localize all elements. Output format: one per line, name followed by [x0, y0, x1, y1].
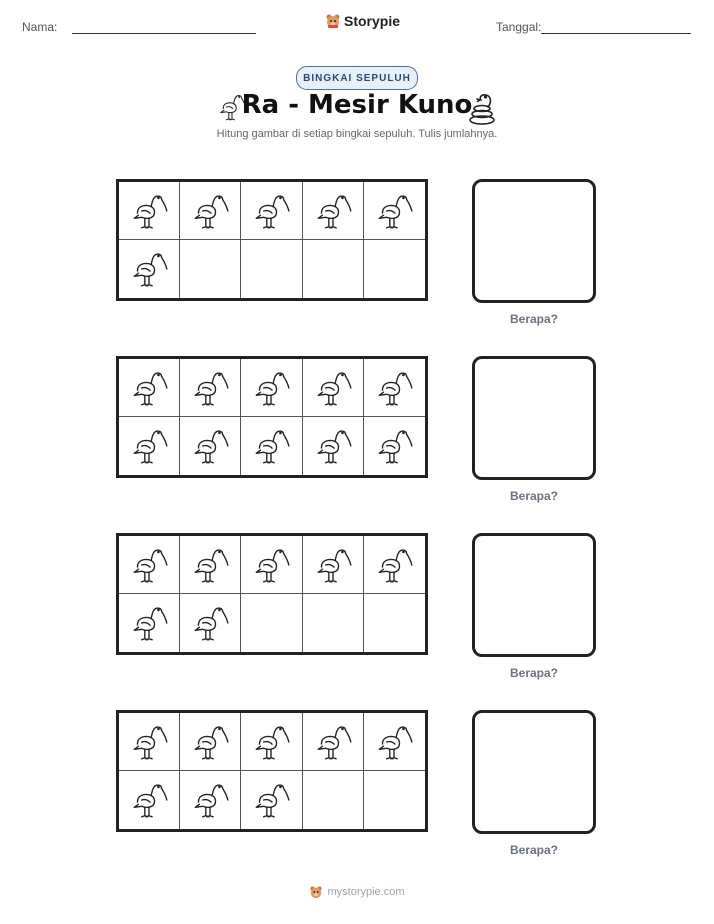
ibis-icon: [250, 424, 292, 468]
ten-frame-cell: [119, 417, 180, 475]
answer-box[interactable]: [472, 710, 596, 834]
ten-frame-cell: [303, 359, 364, 417]
instructions: Hitung gambar di setiap bingkai sepuluh. Tulis jumlahnya.: [216, 128, 498, 140]
ibis-icon: [373, 543, 415, 587]
ten-frame-cell: [364, 594, 425, 652]
ibis-icon: [128, 189, 170, 233]
ibis-icon: [250, 778, 292, 822]
ten-frame-cell: [364, 417, 425, 475]
ibis-icon: [128, 247, 170, 291]
name-field[interactable]: [72, 33, 256, 34]
ten-frame-cell: [241, 713, 302, 771]
date-label: Tanggal:: [496, 20, 542, 34]
answer-prompt: Berapa?: [509, 312, 559, 326]
answer-prompt: Berapa?: [509, 843, 559, 857]
ibis-icon: [373, 189, 415, 233]
ibis-icon: [189, 601, 231, 645]
ten-frame-cell: [180, 359, 241, 417]
ten-frame-cell: [241, 359, 302, 417]
worksheet-type-badge: BINGKAI SEPULUH: [296, 66, 418, 90]
ten-frame-cell: [241, 594, 302, 652]
ten-frame: [116, 533, 428, 655]
ten-frame-cell: [180, 240, 241, 298]
ibis-icon: [312, 189, 354, 233]
ten-frame-cell: [364, 771, 425, 829]
ibis-icon: [128, 424, 170, 468]
ibis-icon: [312, 424, 354, 468]
ibis-icon: [250, 543, 292, 587]
ibis-icon: [373, 366, 415, 410]
ten-frame-cell: [364, 536, 425, 594]
ten-frame-cell: [180, 182, 241, 240]
ibis-icon: [312, 720, 354, 764]
ten-frame-cell: [303, 240, 364, 298]
ibis-icon: [128, 543, 170, 587]
ten-frame-cell: [303, 594, 364, 652]
ten-frame-cell: [241, 771, 302, 829]
ten-frame-cell: [119, 359, 180, 417]
ten-frame-cell: [241, 182, 302, 240]
brand-name: Storypie: [344, 13, 401, 29]
ibis-icon: [128, 720, 170, 764]
ten-frame-cell: [303, 182, 364, 240]
ibis-icon: [128, 601, 170, 645]
ten-frame-cell: [119, 771, 180, 829]
ten-frame-cell: [119, 713, 180, 771]
bear-logo-icon: [309, 885, 323, 899]
ten-frame: [116, 356, 428, 478]
answer-prompt: Berapa?: [509, 489, 559, 503]
ten-frame-cell: [119, 182, 180, 240]
ibis-icon: [373, 720, 415, 764]
ten-frame-cell: [180, 536, 241, 594]
ibis-icon: [250, 720, 292, 764]
ten-frame: [116, 710, 428, 832]
ibis-icon: [189, 424, 231, 468]
date-field[interactable]: [541, 33, 691, 34]
brand-logo: [325, 13, 400, 29]
ibis-icon: [250, 189, 292, 233]
snake-icon: [466, 90, 498, 126]
ten-frame-cell: [119, 594, 180, 652]
answer-box[interactable]: [472, 533, 596, 657]
ten-frame-cell: [241, 240, 302, 298]
answer-box[interactable]: [472, 179, 596, 303]
ibis-icon: [189, 366, 231, 410]
ibis-icon: [373, 424, 415, 468]
name-label: Nama:: [22, 20, 58, 34]
ibis-icon: [189, 189, 231, 233]
page-title: Ra - Mesir Kuno: [241, 90, 473, 120]
ten-frame-cell: [241, 536, 302, 594]
answer-prompt: Berapa?: [509, 666, 559, 680]
ten-frame-cell: [303, 771, 364, 829]
ten-frame-cell: [180, 713, 241, 771]
ten-frame: [116, 179, 428, 301]
ibis-icon: [189, 720, 231, 764]
ibis-icon: [189, 778, 231, 822]
ten-frame-cell: [303, 713, 364, 771]
ibis-icon: [128, 366, 170, 410]
ibis-icon: [250, 366, 292, 410]
ten-frame-cell: [180, 594, 241, 652]
footer: [0, 885, 714, 899]
ten-frame-cell: [364, 713, 425, 771]
ten-frame-cell: [180, 771, 241, 829]
ten-frame-cell: [241, 417, 302, 475]
ibis-icon: [128, 778, 170, 822]
ten-frame-cell: [364, 182, 425, 240]
footer-url: mystorypie.com: [327, 886, 405, 898]
ten-frame-cell: [119, 536, 180, 594]
ibis-icon: [312, 543, 354, 587]
ten-frame-cell: [180, 417, 241, 475]
ten-frame-cell: [303, 417, 364, 475]
answer-box[interactable]: [472, 356, 596, 480]
ten-frame-cell: [119, 240, 180, 298]
ibis-icon: [189, 543, 231, 587]
bear-logo-icon: [325, 13, 341, 29]
ten-frame-cell: [303, 536, 364, 594]
ten-frame-cell: [364, 359, 425, 417]
ten-frame-cell: [364, 240, 425, 298]
ibis-icon: [312, 366, 354, 410]
